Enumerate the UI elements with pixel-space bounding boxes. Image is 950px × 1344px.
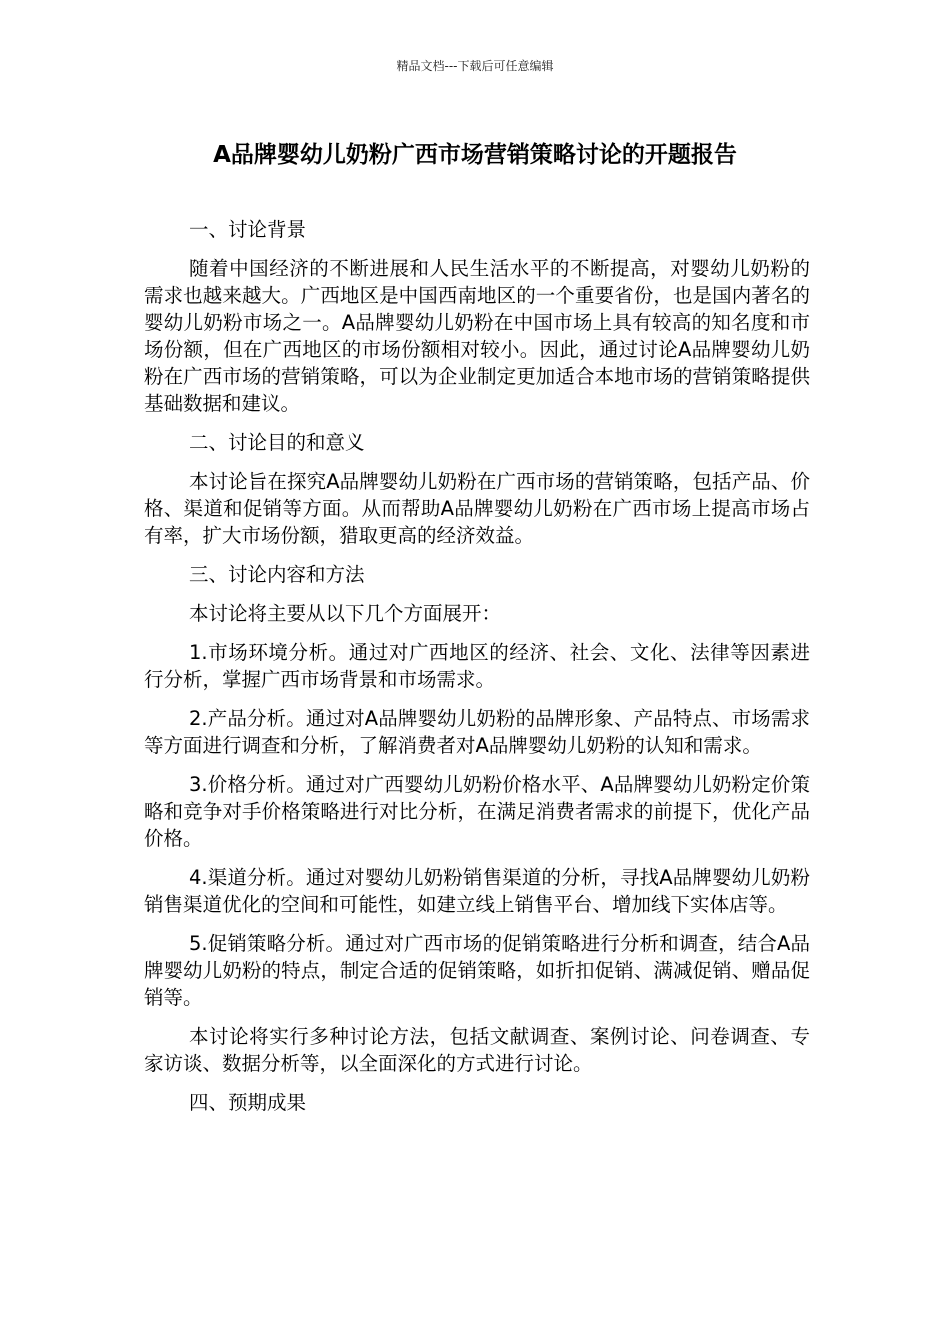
list-item-channel-analysis: 4.渠道分析。通过对婴幼儿奶粉销售渠道的分析，寻找A品牌婴幼儿奶粉销售渠道优化的空间和可能性，如建立线上销售平台、增加线下实体店等。 (144, 866, 810, 916)
document-title: A品牌婴幼儿奶粉广西市场营销策略讨论的开题报告 (213, 142, 737, 168)
list-item-market-environment: 1.市场环境分析。通过对广西地区的经济、社会、文化、法律等因素进行分析，掌握广西市场背景和市场需求。 (144, 641, 810, 691)
list-item-price-analysis: 3.价格分析。通过对广西婴幼儿奶粉价格水平、A品牌婴幼儿奶粉定价策略和竞争对手价格策略进行对比分析，在满足消费者需求的前提下，优化产品价格。 (144, 773, 810, 850)
section-heading-purpose: 二、讨论目的和意义 (189, 431, 365, 454)
document-body (144, 216, 810, 1128)
section-heading-background: 一、讨论背景 (189, 218, 307, 241)
list-item-promotion-analysis: 5.促销策略分析。通过对广西市场的促销策略进行分析和调查，结合A品牌婴幼儿奶粉的特点，制定合适的促销策略，如折扣促销、满减促销、赠品促销等。 (144, 932, 810, 1009)
section-heading-content-methods: 三、讨论内容和方法 (189, 563, 365, 586)
purpose-paragraph: 本讨论旨在探究A品牌婴幼儿奶粉在广西市场的营销策略，包括产品、价格、渠道和促销等方面。从而帮助A品牌婴幼儿奶粉在广西市场上提高市场占有率，扩大市场份额，猎取更高的经济效益。 (144, 470, 810, 547)
list-item-product-analysis: 2.产品分析。通过对A品牌婴幼儿奶粉的品牌形象、产品特点、市场需求等方面进行调查和分析，了解消费者对A品牌婴幼儿奶粉的认知和需求。 (144, 707, 810, 757)
section-heading-expected-results: 四、预期成果 (189, 1091, 307, 1114)
page-header: 精品文档---下载后可任意编辑 (396, 59, 554, 73)
background-paragraph: 随着中国经济的不断进展和人民生活水平的不断提高，对婴幼儿奶粉的需求也越来越大。广西地区是中国西南地区的一个重要省份，也是国内著名的婴幼儿奶粉市场之一。A品牌婴幼儿奶粉在中国市场上具有较高的知名度和市场份额，但在广西地区的市场份额相对较小。因此，通过讨论A品牌婴幼儿奶粉在广西市场的营销策略，可以为企业制定更加适合本地市场的营销策略提供基础数据和建议。 (144, 257, 810, 415)
content-intro-paragraph: 本讨论将主要从以下几个方面展开： (189, 602, 502, 625)
methods-paragraph: 本讨论将实行多种讨论方法，包括文献调查、案例讨论、问卷调查、专家访谈、数据分析等，以全面深化的方式进行讨论。 (144, 1025, 810, 1075)
